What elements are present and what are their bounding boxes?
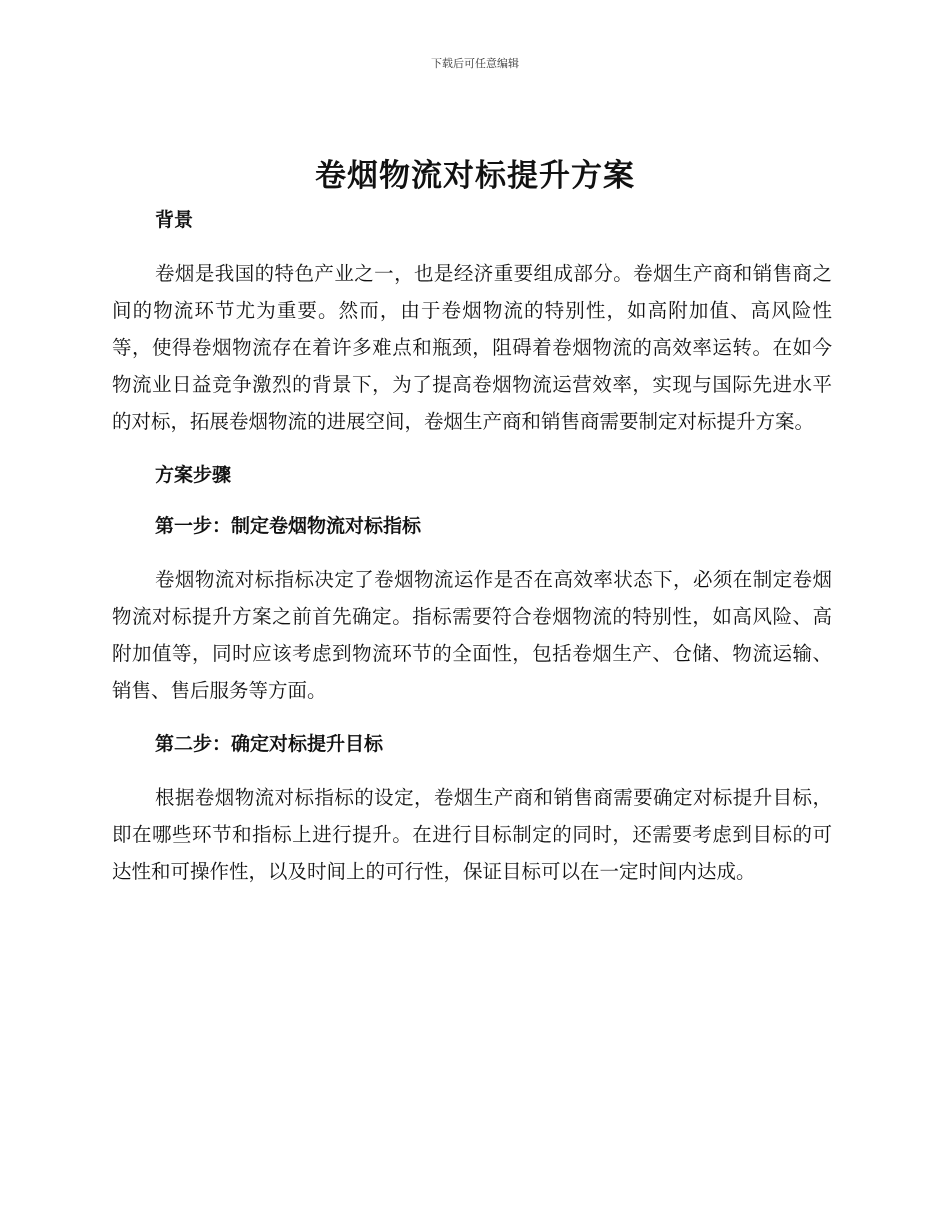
step2-heading: 第二步：确定对标提升目标 — [155, 733, 384, 755]
background-paragraph: 卷烟是我国的特色产业之一，也是经济重要组成部分。卷烟生产商和销售商之间的物流环节尤为重要。然而，由于卷烟物流的特别性，如高附加值、高风险性等，使得卷烟物流存在着许多难点和瓶颈，阻碍着卷烟物流的高效率运转。在如今物流业日益竞争激烈的背景下，为了提高卷烟物流运营效率，实现与国际先进水平的对标，拓展卷烟物流的进展空间，卷烟生产商和销售商需要制定对标提升方案。 — [112, 262, 832, 433]
section-heading-background: 背景 — [155, 209, 194, 231]
step1-heading: 第一步：制定卷烟物流对标指标 — [155, 515, 422, 537]
step2-paragraph: 根据卷烟物流对标指标的设定，卷烟生产商和销售商需要确定对标提升目标，即在哪些环节和指标上进行提升。在进行目标制定的同时，还需要考虑到目标的可达性和可操作性，以及时间上的可行性，保证目标可以在一定时间内达成。 — [112, 786, 832, 883]
section-heading-steps: 方案步骤 — [155, 464, 232, 486]
page-header-note: 下载后可任意编辑 — [431, 57, 519, 70]
step1-paragraph: 卷烟物流对标指标决定了卷烟物流运作是否在高效率状态下，必须在制定卷烟物流对标提升方案之前首先确定。指标需要符合卷烟物流的特别性，如高风险、高附加值等，同时应该考虑到物流环节的全面性，包括卷烟生产、仓储、物流运输、销售、售后服务等方面。 — [112, 568, 832, 702]
document-title: 卷烟物流对标提升方案 — [315, 158, 635, 194]
document-body — [112, 203, 832, 890]
